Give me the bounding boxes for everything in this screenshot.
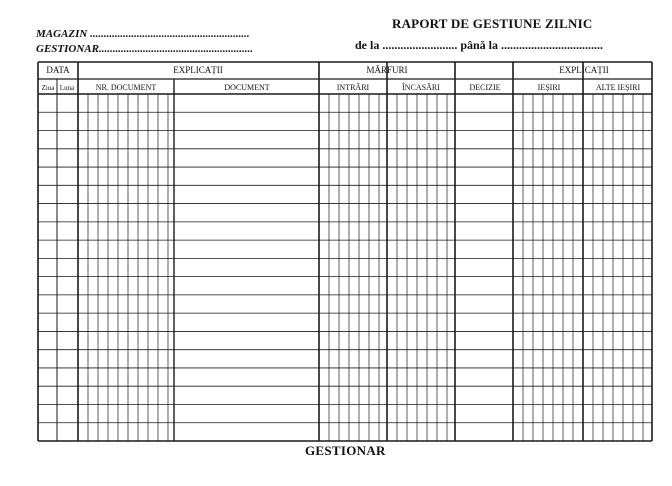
header-explicatii-left: EXPLICAȚII <box>173 65 223 75</box>
period-field: de la ......................... până la .................................. <box>355 38 604 52</box>
ledger-grid <box>38 62 652 441</box>
subheader-iesiri: IEȘIRI <box>537 83 561 92</box>
manager-field: GESTIONAR........................................................ <box>36 43 253 55</box>
subheader-incasari: ÎNCASĂRI <box>402 83 440 92</box>
subheader-ziua: Ziua <box>41 84 55 92</box>
subheader-nr-document: NR. DOCUMENT <box>95 83 157 92</box>
header-marfuri: MĂRFURI <box>366 65 408 75</box>
header-data: DATA <box>46 65 70 75</box>
subheader-decizie: DECIZIE <box>469 83 501 92</box>
header-explicatii-right: EXPLICAȚII <box>559 65 609 75</box>
subheader-document: DOCUMENT <box>224 83 270 92</box>
signature-label: GESTIONAR <box>305 443 386 458</box>
subheader-luna: Luna <box>59 84 75 92</box>
shop-field: MAGAZIN .......................................................... <box>36 28 250 40</box>
subheader-alte-iesiri: ALTE IEȘIRI <box>595 83 641 92</box>
page-title: RAPORT DE GESTIUNE ZILNIC <box>392 16 593 31</box>
subheader-intrari: INTRĂRI <box>336 83 370 92</box>
